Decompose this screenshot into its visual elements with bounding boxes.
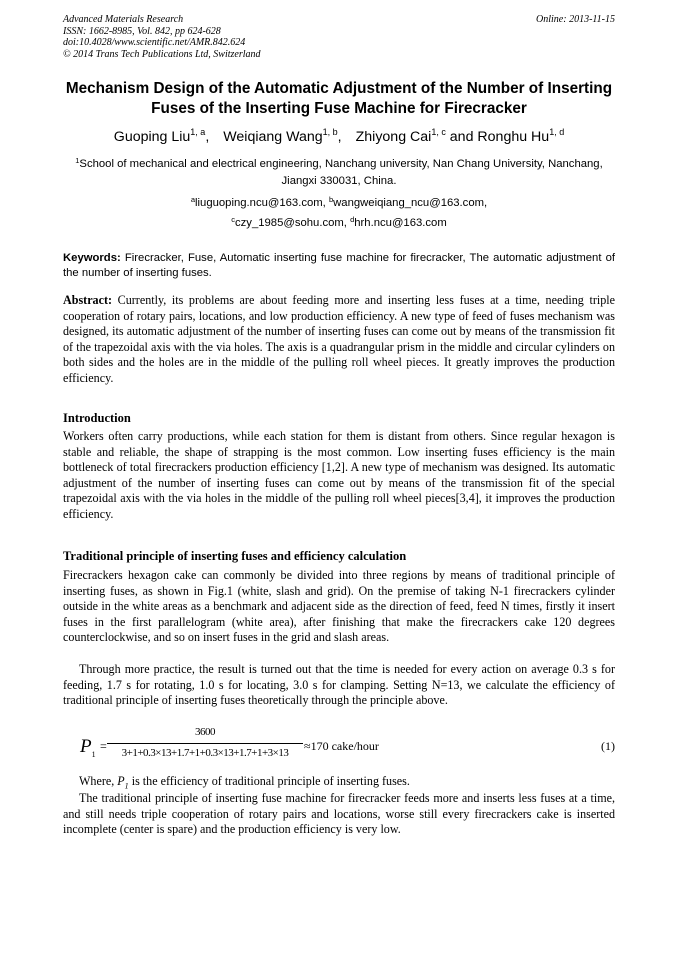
where-variable: $P_1$ xyxy=(117,774,129,791)
doi-line: doi:10.4028/www.scientific.net/AMR.842.624 xyxy=(63,37,246,48)
formula-equals: = xyxy=(100,739,107,753)
affiliation xyxy=(63,156,615,190)
email-c: czy_1985@sohu.com, xyxy=(235,217,347,229)
author-superscript: 1, b xyxy=(322,127,338,137)
email-d: hrh.ncu@163.com xyxy=(354,217,447,229)
where-prefix: Where, xyxy=(79,774,115,788)
equation-number: (1) xyxy=(601,739,615,753)
affiliation-text: School of mechanical and electrical engineering, Nanchang university, Nan Chang University, Nanchang, Jiangxi 330031, China. xyxy=(79,158,603,187)
final-paragraph: The traditional principle of inserting fuse machine for firecracker feeds more and inserts less fuses at a time, and still needs triple cooperation of rotary pairs and locations, worse still every firecrackers cake is inserted incomplete (center is spare) and the production efficiency is very low. xyxy=(63,791,615,837)
introduction-paragraph: Workers often carry productions, while each station for them is distant from others. Since regular hexagon is stable and reliable, the shape of strapping is the most common. Low inserting fuses efficiency is the main bottleneck of total firecrackers production efficiency [1,2]. A new type of mechanism was designed. Its automatic adjustment of the number of inserting fuses can come out by means of the transmission fit of the special trapezoidal axis with the via holes in the middle of the pulling roll wheel pieces[3,4], it improves the production efficiency. xyxy=(63,429,615,521)
formula-lhs: $P_1$ xyxy=(80,736,96,759)
author-superscript: 1, a xyxy=(190,127,206,137)
author-superscript: 1, d xyxy=(549,127,565,137)
paper-title: Mechanism Design of the Automatic Adjustment of the Number of Inserting Fuses of the Inserting Fuse Machine for Firecracker xyxy=(65,80,613,117)
abstract xyxy=(63,293,615,387)
author-name: Guoping Liu xyxy=(113,129,191,145)
author-superscript: 1, c xyxy=(431,127,446,137)
email-superscript: d xyxy=(350,215,355,224)
equation-1 xyxy=(80,724,615,766)
email-line-1 xyxy=(63,195,615,212)
author-name: Weiqiang Wang xyxy=(223,129,323,145)
traditional-paragraph-2: Through more practice, the result is turned out that the time is needed for every action on average 0.3 s for feeding, 1.7 s for rotating, 1.0 s for locating, 3.0 s for clamping. Setting N=13, we calculate the efficiency of traditional principle of inserting fuses theoretically through the principle above. xyxy=(63,662,615,708)
author-separator: , xyxy=(337,129,342,145)
email-b: wangweiqiang_ncu@163.com, xyxy=(333,197,488,209)
where-text: is the efficiency of traditional principle of inserting fuses. xyxy=(131,774,410,788)
formula-fraction xyxy=(107,724,303,762)
abstract-label: Abstract: xyxy=(63,293,113,307)
keywords xyxy=(63,251,615,281)
keywords-label: Keywords: xyxy=(63,252,121,264)
email-superscript: b xyxy=(328,195,334,204)
affiliation-superscript: 1 xyxy=(75,156,80,165)
section-heading-traditional: Traditional principle of inserting fuses and efficiency calculation xyxy=(63,549,407,563)
email-superscript: a xyxy=(190,195,196,204)
section-heading-introduction: Introduction xyxy=(63,411,131,425)
email-superscript: c xyxy=(231,215,235,224)
formula-result: ≈170 cake/hour xyxy=(304,739,379,753)
author-separator: , xyxy=(205,129,210,145)
author-name: Zhiyong Cai xyxy=(355,129,432,145)
keywords-text: Firecracker, Fuse, Automatic inserting fuse machine for firecracker, The automatic adjustment of the number of inserting fuses. xyxy=(63,252,615,279)
online-date: Online: 2013-11-15 xyxy=(536,14,615,25)
journal-name: Advanced Materials Research xyxy=(63,14,184,25)
copyright-line: © 2014 Trans Tech Publications Ltd, Switzerland xyxy=(63,48,261,60)
email-a: liuguoping.ncu@163.com, xyxy=(195,197,326,209)
author-separator: and xyxy=(445,129,474,145)
formula-numerator: 3600 xyxy=(195,726,215,738)
author-name: Ronghu Hu xyxy=(477,129,550,145)
email-line-2 xyxy=(63,215,615,232)
journal-header xyxy=(63,14,261,60)
formula-denominator: 3+1+0.3×13+1.7+1+0.3×13+1.7+1+3×13 xyxy=(121,747,289,759)
abstract-text: Currently, its problems are about feeding more and inserting less fuses at a time, needing triple cooperation of rotary pairs, locations, and low production efficiency. A new type of feed of fuses mechanism was designed, its automatic adjustment of the number of inserting fuses can come out by means of the transmission fit of the trapezoidal axis with the via holes. The axis is a quadrangular prism in the middle and circular cylinders on both sides and the holes are in the middle of the pulling roll wheel pieces. It greatly improves the production efficiency. xyxy=(63,293,615,385)
author-list xyxy=(63,128,615,146)
issn-line: ISSN: 1662-8985, Vol. 842, pp 624-628 xyxy=(63,25,221,37)
traditional-paragraph-1: Firecrackers hexagon cake can commonly be divided into three regions by means of traditional principle of inserting fuses, as shown in Fig.1 (white, slash and grid). On the premise of taking N-1 firecrackers cylinder outside in the white areas as a benchmark and adjacent side as the direction of feed, feed N times, firstly it insert fuses in the first parallelogram (white area), after finishing that make the firecrackers cake 120 degrees counterclockwise, and so on insert fuses in the grid and slash areas. xyxy=(63,568,615,645)
